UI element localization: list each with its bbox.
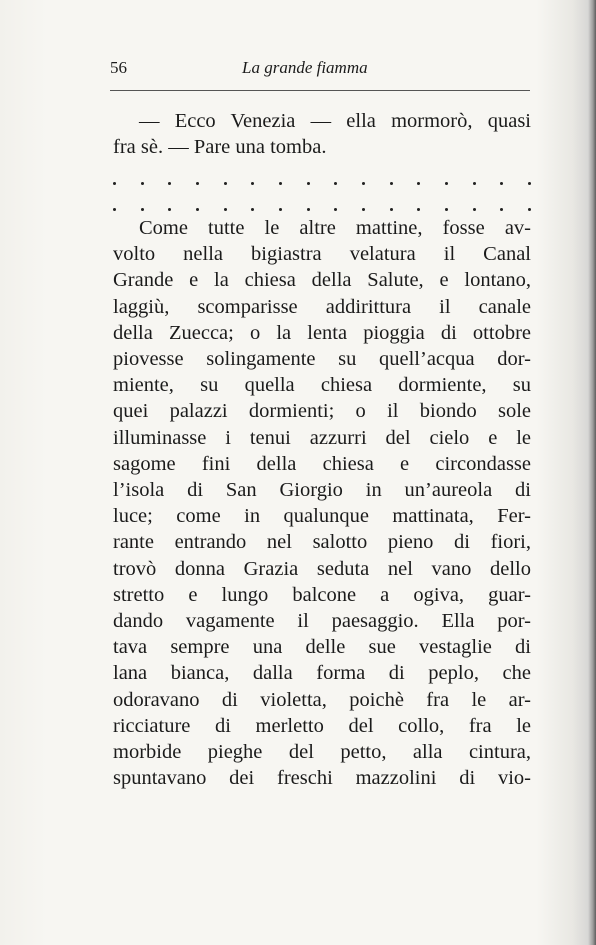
dot — [113, 208, 116, 211]
text-line: fra sè. — Pare una tomba. — [113, 136, 327, 159]
dot — [473, 208, 476, 211]
dot — [113, 182, 116, 185]
dot — [224, 208, 227, 211]
text-line: stretto e lungo balcone a ogiva, guar- — [113, 583, 531, 606]
dot — [417, 208, 420, 211]
dot — [445, 208, 448, 211]
dot — [307, 208, 310, 211]
text-line: odoravano di violetta, poichè fra le ar- — [113, 688, 531, 711]
dot — [196, 182, 199, 185]
text-line: laggiù, scomparisse addirittura il canale — [113, 295, 531, 318]
page-edge-shadow — [588, 0, 596, 945]
text-line: Grande e la chiesa della Salute, e lontano, — [113, 269, 531, 292]
text-line: miente, su quella chiesa dormiente, su — [113, 374, 531, 397]
dot — [500, 182, 503, 185]
text-line: sagome fini della chiesa e circondasse — [113, 452, 531, 475]
dot — [417, 182, 420, 185]
ellipsis-row — [113, 182, 531, 192]
dot — [168, 208, 171, 211]
dot — [334, 208, 337, 211]
dot — [141, 208, 144, 211]
dot — [279, 182, 282, 185]
dot — [251, 182, 254, 185]
dot — [141, 182, 144, 185]
text-line: tava sempre una delle sue vestaglie di — [113, 636, 531, 659]
text-line: dando vagamente il paesaggio. Ella por- — [113, 610, 531, 633]
dot — [196, 208, 199, 211]
dot — [390, 208, 393, 211]
dot — [528, 208, 531, 211]
header-rule — [110, 90, 530, 91]
text-line: quei palazzi dormienti; o il biondo sole — [113, 400, 531, 423]
text-line: trovò donna Grazia seduta nel vano dello — [113, 557, 531, 580]
text-line: spuntavano dei freschi mazzolini di vio- — [113, 767, 531, 790]
dot — [251, 208, 254, 211]
text-line: Come tutte le altre mattine, fosse av- — [139, 217, 531, 239]
text-line: luce; come in qualunque mattinata, Fer- — [113, 505, 531, 528]
dot — [334, 182, 337, 185]
body-paragraph — [113, 215, 531, 791]
text-line: illuminasse i tenui azzurri del cielo e le — [113, 426, 531, 449]
text-line: piovesse solingamente su quell’acqua dor- — [113, 348, 531, 371]
dot — [528, 182, 531, 185]
text-line: morbide pieghe del petto, alla cintura, — [113, 741, 531, 764]
dot — [500, 208, 503, 211]
dot — [307, 182, 310, 185]
dot — [279, 208, 282, 211]
text-line: l’isola di San Giorgio in un’aureola di — [113, 479, 531, 502]
running-title: La grande fiamma — [242, 58, 368, 77]
page-header — [110, 58, 530, 86]
dot — [362, 182, 365, 185]
dot — [445, 182, 448, 185]
text-line: rante entrando nel salotto pieno di fiori, — [113, 531, 531, 554]
dialogue-paragraph — [113, 108, 531, 160]
dot — [473, 182, 476, 185]
text-line: della Zuecca; o la lenta pioggia di ottobre — [113, 321, 531, 344]
dot — [390, 182, 393, 185]
text-line: — Ecco Venezia — ella mormorò, quasi — [139, 110, 531, 132]
dot — [362, 208, 365, 211]
text-line: ricciature di merletto del collo, fra le — [113, 714, 531, 737]
text-line: lana bianca, dalla forma di peplo, che — [113, 662, 531, 685]
text-line: volto nella bigiastra velatura il Canal — [113, 243, 531, 266]
dot — [168, 182, 171, 185]
dot — [224, 182, 227, 185]
page-number: 56 — [110, 58, 127, 77]
